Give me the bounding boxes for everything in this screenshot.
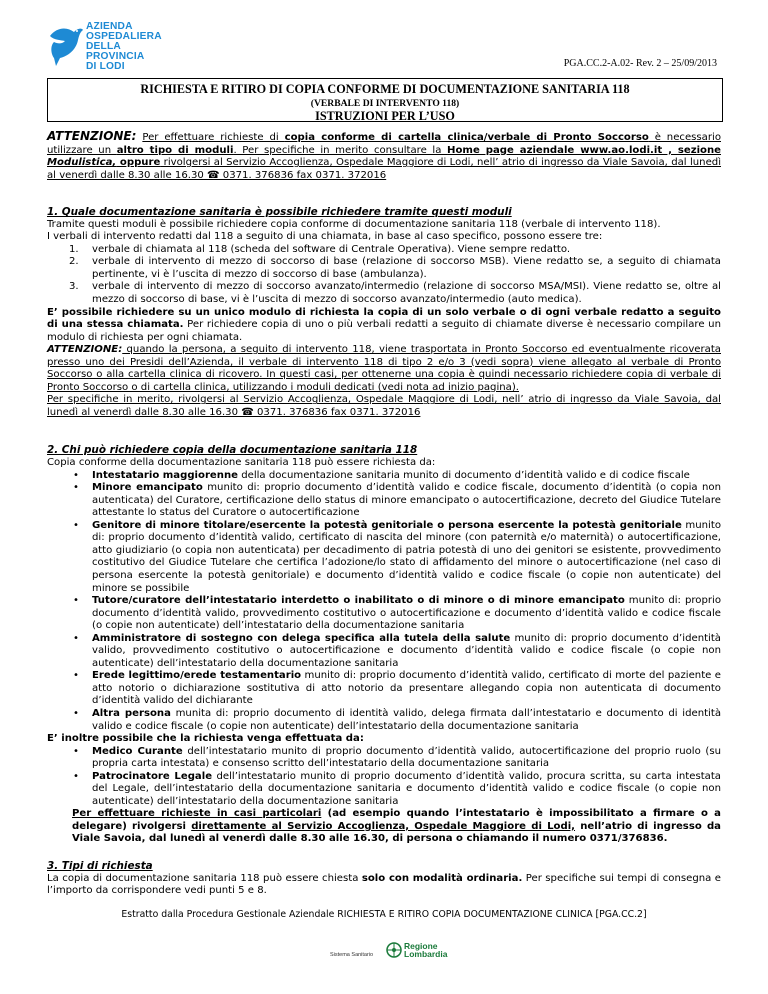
paragraph-text: Per specifiche sui tempi di consegna e l’importo da corrispondere vedi punti 5 e 8. [47, 872, 721, 897]
list-item [47, 670, 721, 708]
regione-rose-icon [386, 942, 402, 958]
list-number: 1. [69, 243, 79, 255]
paragraph: Tramite questi moduli è possibile richiedere copia conforme di documentazione sanitaria 118 (verbale di intervento 118). [47, 218, 661, 230]
logo-line: DI LODI [86, 61, 125, 72]
document-title: RICHIESTA E RITIRO DI COPIA CONFORME DI DOCUMENTAZIONE SANITARIA 118 [140, 82, 630, 96]
list-item [47, 633, 721, 671]
verbale-list [47, 244, 721, 307]
requester-requirements: munito di: proprio documento d’identità valido e codice fiscale, documento d’identità (o copia non autenticata) del Curatore, certificazione dello status di minore emancipato o autocertificazione, decreto del Giudice Tutelare attestante lo status del Curatore o autocertificazione [92, 482, 721, 519]
bold-text: solo con modalità ordinaria. [361, 872, 523, 884]
list-item [47, 771, 721, 809]
special-cases-paragraph [47, 808, 721, 846]
contact-paragraph: Per specifiche in merito, rivolgersi al Servizio Accoglienza, Ospedale Maggiore di Lodi, nell’ atrio di ingresso da Viale Savoia, dal lunedì al venerdì dalle 8.30 alle 16.30 ☎ 0371. 376836 fax 0371. 372016 [47, 394, 721, 418]
attention-text: . Per specifiche in merito consultare la [233, 144, 448, 156]
requester-requirements: dell’intestatario munito di proprio documento d’identità valido, procura scritta, su carta intestata del Legale, dell’intestatario della documentazione sanitaria e documento d’identità valido e codice fiscale (o copie non autenticate) dell’intestatario della documentazione sanitaria [92, 770, 721, 807]
regione-lombardia-logo [330, 938, 448, 970]
bold-text: E’ possibile richiedere su un unico modulo di richiesta la copia di un solo verbale o di ogni verbale redatto a seguito di una stessa chiamata. [47, 306, 721, 331]
special-cases-label: Per effettuare richieste in casi particolari [72, 808, 322, 820]
list-number: 2. [69, 256, 79, 268]
requester-type: Tutore/curatore dell’intestatario interdetto o inabilitato o di minore o di minore emancipato [92, 595, 625, 607]
requester-type: Genitore di minore titolare/esercente la potestà genitoriale o persona esercente la potestà genitoriale [92, 519, 682, 531]
footer-text: Estratto dalla Procedura Gestionale Aziendale RICHIESTA E RITIRO COPIA DOCUMENTAZIONE CLINICA [PGA.CC.2] [121, 909, 647, 920]
title-box [47, 78, 723, 122]
logo-line: PROVINCIA [86, 51, 145, 62]
list-item [47, 520, 721, 595]
attention-text: copia conforme di cartella clinica/verbale di Pronto Soccorso [284, 132, 649, 143]
regione-line: Regione [404, 941, 438, 951]
paragraph [47, 307, 721, 345]
paragraph-text: Per richiedere copia di uno o più verbali redatti a seguito di chiamate diverse è necessario compilare un modulo di richiesta per ogni chiamata. [47, 319, 721, 343]
logo-line: DELLA [86, 41, 121, 52]
hospital-logo [48, 22, 198, 74]
requester-requirements: munito di: proprio documento d’identità valido, certificato di nascita del minore (con paternità e/o maternità) o autocertificazione, atto giudiziario (o copia non autenticata) per decadimento di patria potestà di uno dei genitori se esistente, provvedimento costitutivo del Giudice Tutelare che certifica l’adozione/lo stato di affidamento del minore o autocertificazione (nel caso di persona esercente la potestà genitoriale) e documento d’identità valido e codice fiscale (o copie non autenticate) del minore se possibile [92, 519, 721, 594]
attention-paragraph [47, 344, 721, 394]
attention-label: ATTENZIONE [47, 129, 132, 143]
attention-text: è necessario utilizzare un [47, 132, 721, 156]
list-item [47, 281, 721, 306]
requester-type: Intestatario maggiorenne [92, 469, 238, 481]
logo-line: AZIENDA [86, 21, 133, 32]
paragraph-text: La copia di documentazione sanitaria 118 può essere chiesta [47, 872, 362, 884]
requester-requirements: munita di: proprio documento di identità valido, delega firmata dall’intestatario e documento di identità valido e codice fiscale (o copie non autenticate) dell’intestatario della documentazione sanitaria [92, 707, 721, 732]
list-item [47, 595, 721, 633]
list-item [47, 470, 721, 483]
document-subtitle: (VERBALE DI INTERVENTO 118) [310, 98, 460, 109]
requester-requirements: munito di: proprio documento d’identità valido, provvedimento costitutivo o autocertificazione e documento d’identità valido e codice fiscale (o copie non autenticate) dell’intestatario della documentazione sanitaria [92, 632, 721, 669]
modulistica-link[interactable]: Modulistica, [47, 157, 117, 169]
attention-text: Per effettuare richieste di [142, 132, 285, 143]
main-content [47, 130, 721, 898]
special-cases-office: direttamente al Servizio Accoglienza, Ospedale Maggiore di Lodi, [191, 820, 576, 832]
section-1-heading: 1. Quale documentazione sanitaria è possibile richiedere tramite questi moduli [47, 206, 512, 219]
requester-type: Erede legittimo/erede testamentario [92, 670, 302, 682]
list-item-text: verbale di intervento di mezzo di soccorso di base (relazione di soccorso MSB). Viene redatto se, a seguito di chiamata pertinente, vi è l’uscita di mezzo di soccorso di base (ambulanza). [92, 256, 721, 280]
requester-type: Altra persona [92, 707, 171, 719]
list-item-text: verbale di chiamata al 118 (scheda del software di Centrale Operativa). Viene sempre redatto. [92, 243, 571, 255]
requester-requirements: dell’intestatario munito di proprio documento d’identità valido, autocertificazione del proprio ruolo (su propria carta intestata) e consenso scritto dell’intestatario della documentazione sanitaria [92, 745, 722, 770]
paragraph: Copia conforme della documentazione sanitaria 118 può essere richiesta da: [47, 457, 436, 469]
requester-list [47, 470, 721, 733]
regione-line: Lombardia [404, 949, 448, 959]
list-item [47, 708, 721, 733]
paragraph: E’ inoltre possibile che la richiesta venga effettuata da: [47, 733, 364, 745]
attention-text: quando la persona, a seguito di intervento 118, viene trasportata in Pronto Soccorso ed eventualmente ricoverata presso uno dei Presidi dell’Azienda, il verbale di intervento 118 di tipo 2 e/o 3 (vedi sopra) viene allegato al verbale di Pronto Soccorso o alla cartella clinica di ricovero. In questi casi, per ottenerne una copia è quindi necessario richiedere copia di verbale di Pronto Soccorso o di cartella clinica, utilizzando i moduli dedicati (vedi nota ad inizio pagina). [47, 344, 721, 393]
homepage-link[interactable]: Home page aziendale www.ao.lodi.it , sezione [447, 144, 721, 156]
attention-label: ATTENZIONE: [47, 344, 123, 356]
special-cases-text: nell’atrio di ingresso da Viale Savoia, dal lunedì al venerdì dalle 8.30 alle 16.30, di persona o chiamando il numero 0371/376836. [72, 820, 721, 845]
other-requester-list [47, 746, 721, 809]
section-2-heading: 2. Chi può richiedere copia della documentazione sanitaria 118 [47, 444, 418, 457]
list-item [47, 256, 721, 281]
dove-logo-icon [48, 22, 84, 68]
paragraph [47, 873, 721, 898]
attention-text: oppure [116, 157, 161, 169]
list-item [47, 244, 721, 257]
logo-line: OSPEDALIERA [86, 31, 162, 42]
paragraph: I verbali di intervento redatti dal 118 a seguito di una chiamata, in base al caso specifico, possono essere tre: [47, 231, 603, 243]
sistema-sanitario-label: Sistema Sanitario [330, 952, 374, 958]
list-item [47, 746, 721, 771]
list-item-text: verbale di intervento di mezzo di soccorso avanzato/intermedio (relazione di soccorso MSA/MSI). Viene redatto se, oltre al mezzo di soccorso di base, vi è l’uscita di mezzo di soccorso avanzato/intermedio (auto medica). [92, 281, 721, 306]
requester-requirements: della documentazione sanitaria munito di documento d’identità valido e di codice fiscale [238, 469, 690, 481]
requester-type: Medico Curante [92, 745, 183, 757]
document-reference: PGA.CC.2-A.02- Rev. 2 – 25/09/2013 [563, 58, 717, 69]
attention-note: ATTENZIONE: Per effettuare richieste di copia conforme di cartella clinica/verbale di Pronto Soccorso è necessario utilizzare un altro tipo di moduli. Per specifiche in merito consultare la Home page aziendale www.ao.lodi.it , sezione Modulistica, oppure rivolgersi al Servizio Accoglienza, Ospedale Maggiore di Lodi, nell’ atrio di ingresso da Viale Savoia, dal lunedì al venerdì dalle 8.30 alle 16.30 ☎ 0371. 376836 fax 0371. 372016 [47, 129, 721, 181]
attention-text: altro tipo di moduli [116, 144, 234, 156]
requester-type: Amministratore di sostegno con delega specifica alla tutela della salute [92, 632, 511, 644]
attention-contact: rivolgersi al Servizio Accoglienza, Ospedale Maggiore di Lodi, nell’ atrio di ingresso da Viale Savoia, dal lunedì al venerdì dalle 8.30 alle 16.30 ☎ 0371. 376836 fax 0371. 372016 [47, 157, 721, 181]
regione-name [404, 942, 447, 958]
requester-requirements: munito di: proprio documento d’identità valido, provvedimento costitutivo o autocertificazione e documento d’identità valido e codice fiscale (o copie non autenticate) dell’intestatario della documentazione sanitaria [92, 595, 721, 632]
section-3-heading: 3. Tipi di richiesta [47, 859, 153, 872]
requester-type: Minore emancipato [92, 482, 203, 494]
requester-type: Patrocinatore Legale [92, 770, 213, 782]
requester-requirements: munito di: proprio documento d’identità valido, certificato di morte del paziente e atto notorio o dichiarazione sostitutiva di atto notorio da presentare allegando copia non autenticata di documento d’identità valido del dichiarante [92, 670, 721, 707]
instructions-title: ISTRUZIONI PER L’USO [315, 109, 455, 123]
special-cases-text: (ad esempio quando l’intestatario è impossibilitato a firmare o a delegare) rivolgersi [72, 808, 721, 832]
list-item [47, 482, 721, 520]
list-number: 3. [69, 281, 79, 293]
